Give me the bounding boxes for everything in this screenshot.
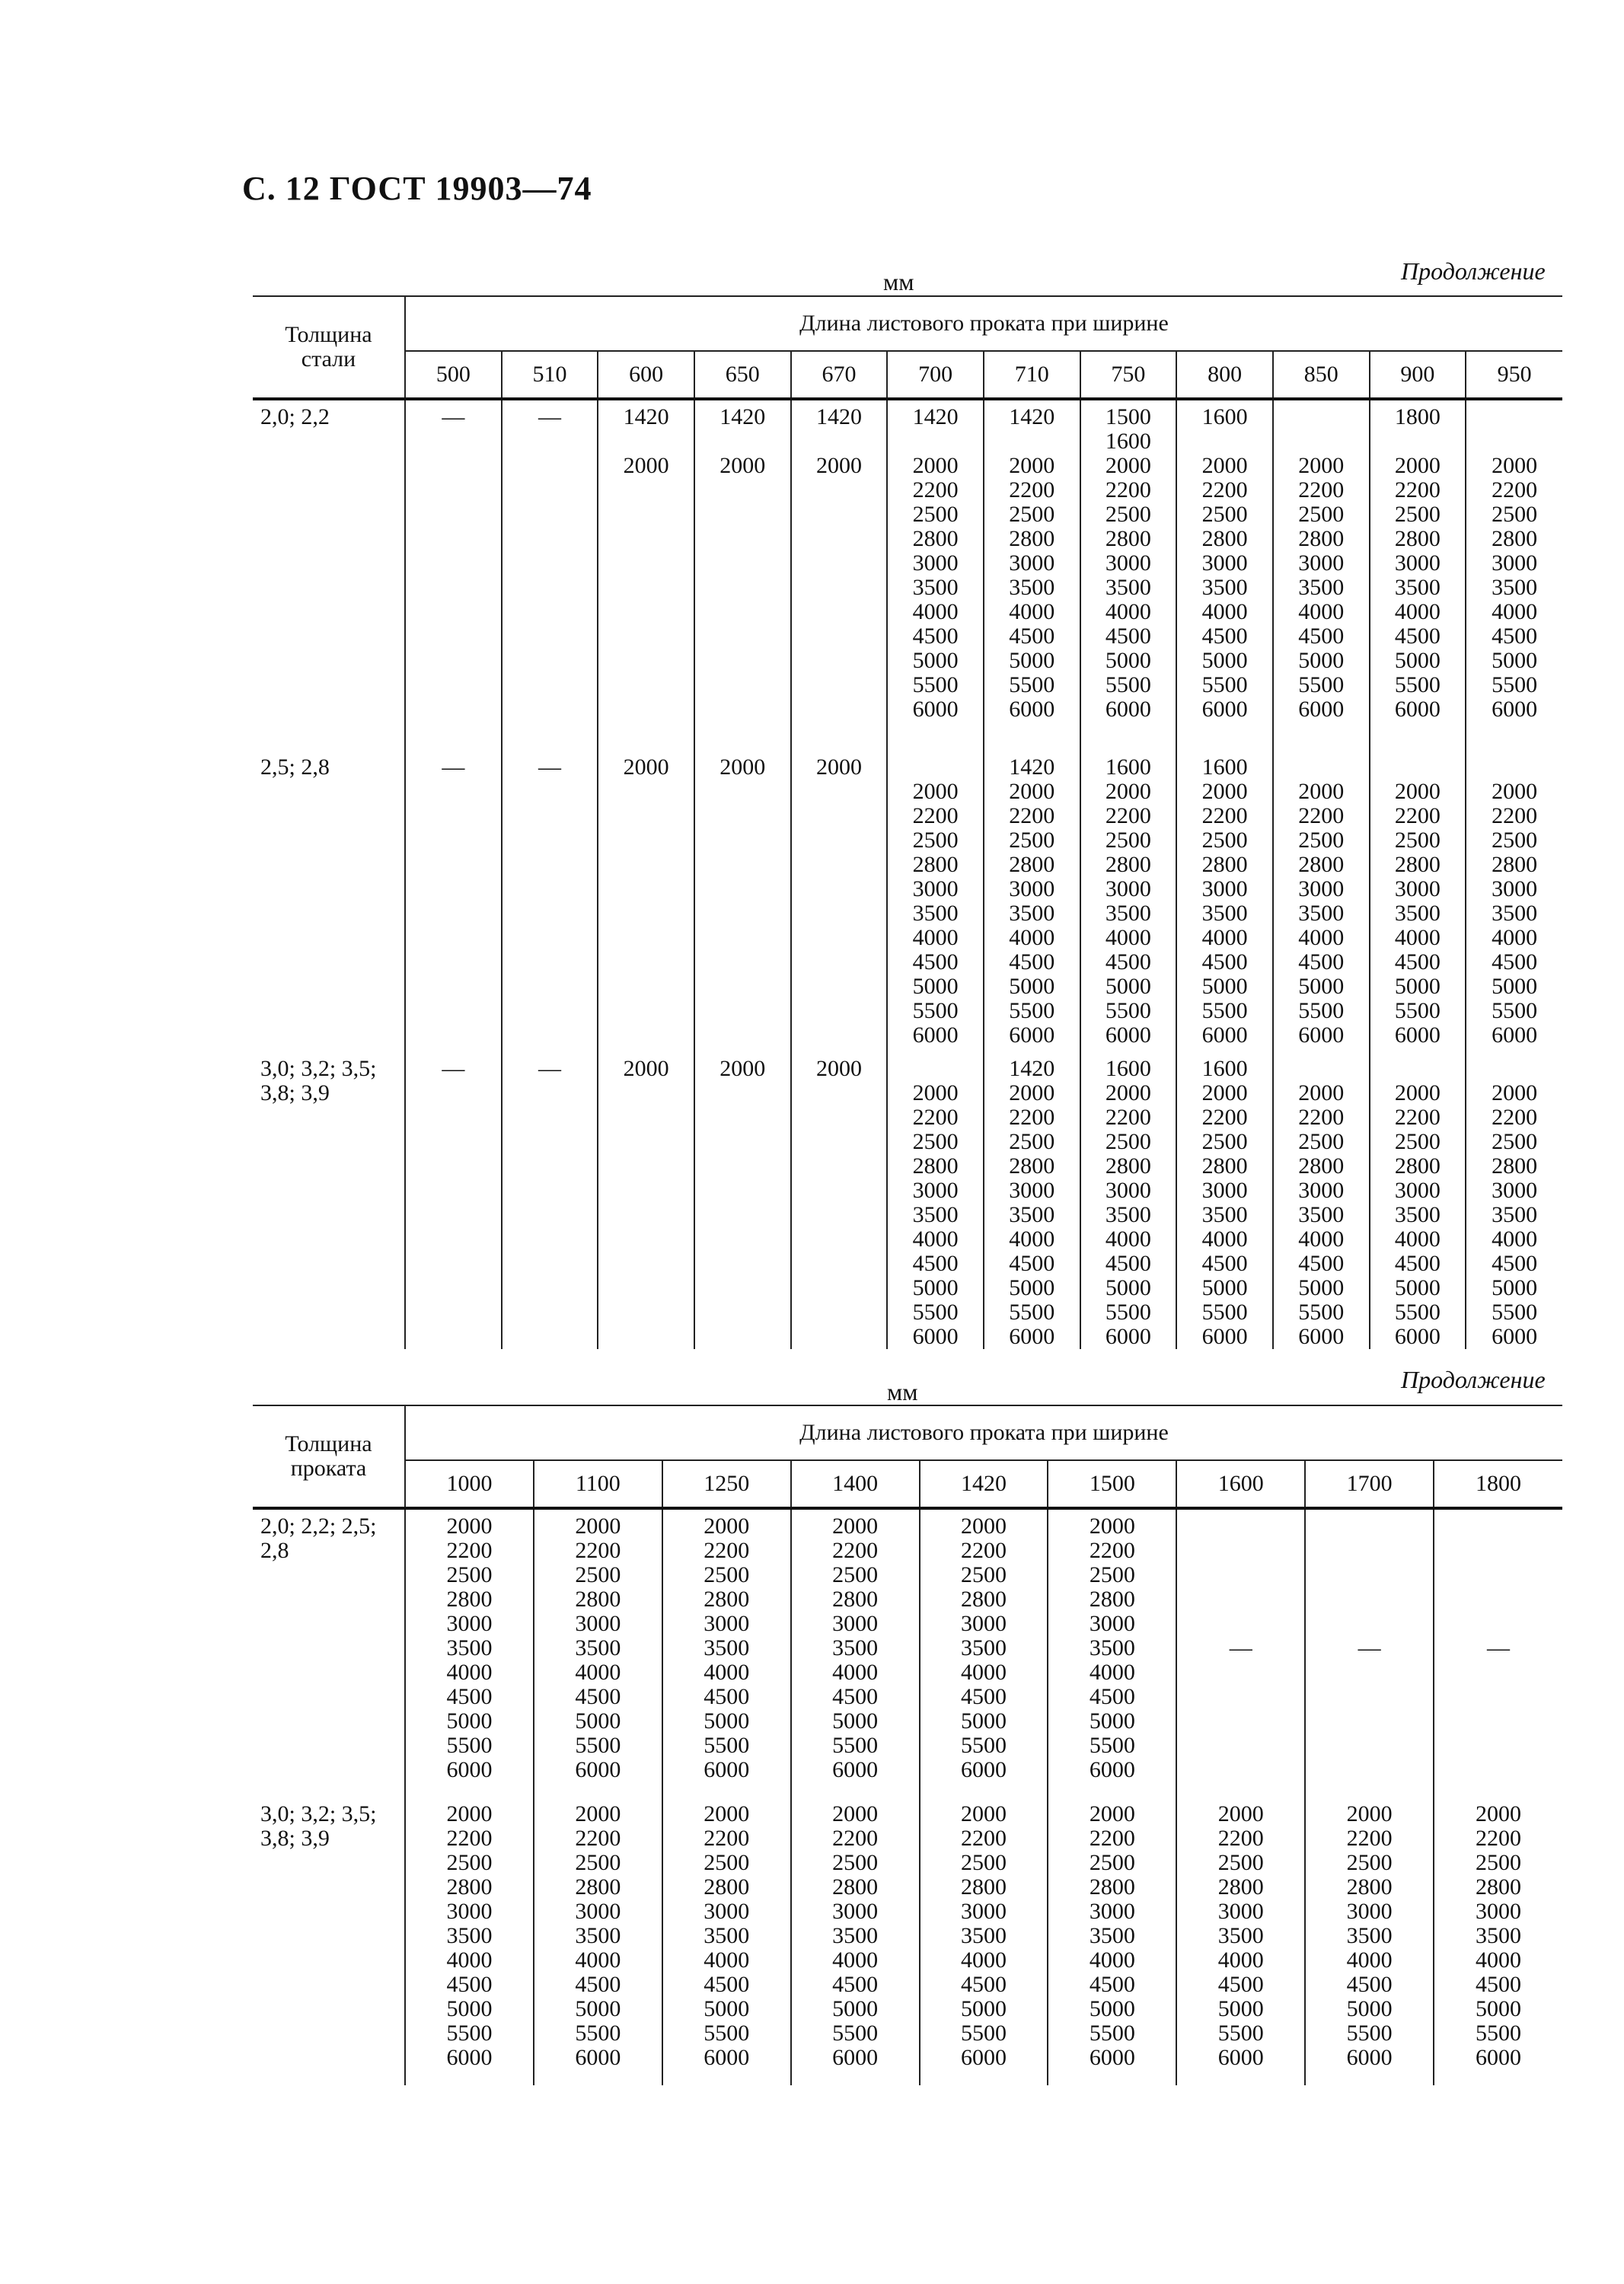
table-cell: 2000 2200 2500 2800 3000 3500 4000 4500 5000 5500 6000 (534, 1508, 662, 1798)
table-cell: 1420 2000 2200 2500 2800 3000 3500 4000 4500 5000 5500 6000 (984, 1052, 1080, 1349)
table-cell: 2000 2200 2500 2800 3000 3500 4000 4500 5000 5500 6000 (1466, 1052, 1562, 1349)
row-thickness: 2,0; 2,2; 2,5; 2,8 (260, 1514, 377, 1563)
table1-width-710: 710 (984, 351, 1080, 399)
table1-width-950: 950 (1466, 351, 1562, 399)
table2 (253, 1405, 1562, 2085)
table1 (253, 295, 1562, 1349)
table-cell: — (1176, 1508, 1305, 1798)
page-title: С. 12 ГОСТ 19903—74 (242, 170, 592, 207)
table2-units: мм (887, 1378, 918, 1405)
table-row (253, 751, 1562, 1052)
table-cell: 2000 (694, 751, 791, 1052)
table-cell: 1600 2000 2200 2500 2800 3000 3500 4000 4500 5000 5500 6000 (1176, 1052, 1273, 1349)
table-cell: 2000 2200 2500 2800 3000 3500 4000 4500 5000 5500 6000 (1305, 1798, 1434, 2085)
table-cell: 1420 2000 2200 2500 2800 3000 3500 4000 4500 5000 5500 6000 (887, 399, 984, 751)
table1-width-650: 650 (694, 351, 791, 399)
table-cell: 1600 2000 2200 2500 2800 3000 3500 4000 4500 5000 5500 6000 (1176, 751, 1273, 1052)
table-cell: 2000 2200 2500 2800 3000 3500 4000 4500 5000 5500 6000 (662, 1508, 791, 1798)
table2-continuation: Продолжение (1401, 1366, 1546, 1393)
table-cell: 2000 2200 2500 2800 3000 3500 4000 4500 5000 5500 6000 (920, 1508, 1048, 1798)
table-cell: 2000 (598, 1052, 694, 1349)
table2-width-1400: 1400 (791, 1460, 920, 1508)
table-cell: 1600 2000 2200 2500 2800 3000 3500 4000 4500 5000 5500 6000 (1176, 399, 1273, 751)
table2-width-1000: 1000 (405, 1460, 534, 1508)
table-cell: 2000 2200 2500 2800 3000 3500 4000 4500 5000 5500 6000 (1434, 1798, 1562, 2085)
table1-continuation: Продолжение (1401, 257, 1546, 285)
table-cell: 2000 2200 2500 2800 3000 3500 4000 4500 5000 5500 6000 (405, 1508, 534, 1798)
table1-width-500: 500 (405, 351, 502, 399)
table-cell: 2000 2200 2500 2800 3000 3500 4000 4500 5000 5500 6000 (1048, 1508, 1176, 1798)
table1-length-header: Длина листового проката при ширине (405, 296, 1562, 351)
table1-thickness-header: Толщина стали (253, 296, 405, 399)
table-row (253, 1052, 1562, 1349)
row-thickness: 2,5; 2,8 (260, 754, 330, 780)
table-cell: 2000 2200 2500 2800 3000 3500 4000 4500 5000 5500 6000 (534, 1798, 662, 2085)
table1-units: мм (883, 268, 914, 295)
table-cell: 2000 (791, 1052, 888, 1349)
table-cell: 2000 2200 2500 2800 3000 3500 4000 4500 5000 5500 6000 (1370, 751, 1466, 1052)
table1-width-900: 900 (1370, 351, 1466, 399)
table-cell: 1420 2000 (694, 399, 791, 751)
table2-thickness-header: Толщина проката (253, 1405, 405, 1508)
table-cell: — (502, 399, 598, 751)
table-cell: 2000 (598, 751, 694, 1052)
table-cell: 2000 2200 2500 2800 3000 3500 4000 4500 5000 5500 6000 (1466, 399, 1562, 751)
table-cell: 2000 (791, 751, 888, 1052)
table-cell: 2000 2200 2500 2800 3000 3500 4000 4500 5000 5500 6000 (1273, 751, 1370, 1052)
table-cell: 1420 2000 2200 2500 2800 3000 3500 4000 4500 5000 5500 6000 (984, 751, 1080, 1052)
table-cell: — (1434, 1508, 1562, 1798)
table2-width-1800: 1800 (1434, 1460, 1562, 1508)
table-cell: — (405, 399, 502, 751)
table-cell: 1420 2000 2200 2500 2800 3000 3500 4000 4500 5000 5500 6000 (984, 399, 1080, 751)
table2-width-1600: 1600 (1176, 1460, 1305, 1508)
table2-width-1500: 1500 (1048, 1460, 1176, 1508)
table-cell: — (502, 1052, 598, 1349)
table-cell: 1420 2000 (598, 399, 694, 751)
table-cell: 2000 2200 2500 2800 3000 3500 4000 4500 5000 5500 6000 (791, 1798, 920, 2085)
table1-width-750: 750 (1080, 351, 1177, 399)
table-cell: 2000 2200 2500 2800 3000 3500 4000 4500 5000 5500 6000 (1370, 1052, 1466, 1349)
table-cell: — (405, 1052, 502, 1349)
table1-width-850: 850 (1273, 351, 1370, 399)
table-cell: — (405, 751, 502, 1052)
table-cell: 2000 2200 2500 2800 3000 3500 4000 4500 5000 5500 6000 (662, 1798, 791, 2085)
table-cell: 2000 2200 2500 2800 3000 3500 4000 4500 5000 5500 6000 (791, 1508, 920, 1798)
table-row (253, 1798, 1562, 2085)
row-thickness: 3,0; 3,2; 3,5; 3,8; 3,9 (260, 1056, 377, 1105)
table-cell: 2000 2200 2500 2800 3000 3500 4000 4500 5000 5500 6000 (1273, 399, 1370, 751)
table2-length-header: Длина листового проката при ширине (405, 1405, 1562, 1460)
table-cell: 2000 2200 2500 2800 3000 3500 4000 4500 5000 5500 6000 (1273, 1052, 1370, 1349)
table1-width-510: 510 (502, 351, 598, 399)
table2-width-1420: 1420 (920, 1460, 1048, 1508)
table-cell: — (502, 751, 598, 1052)
table-cell: 1500 1600 2000 2200 2500 2800 3000 3500 4000 4500 5000 5500 6000 (1080, 399, 1177, 751)
table-row (253, 1508, 1562, 1798)
table-cell: 2000 2200 2500 2800 3000 3500 4000 4500 5000 5500 6000 (887, 1052, 984, 1349)
table-cell: 1420 2000 (791, 399, 888, 751)
table-cell: 2000 2200 2500 2800 3000 3500 4000 4500 5000 5500 6000 (405, 1798, 534, 2085)
table2-width-1100: 1100 (534, 1460, 662, 1508)
table-cell: 2000 (694, 1052, 791, 1349)
table2-width-1700: 1700 (1305, 1460, 1434, 1508)
row-thickness: 3,0; 3,2; 3,5; 3,8; 3,9 (260, 1801, 377, 1851)
table1-width-600: 600 (598, 351, 694, 399)
row-thickness: 2,0; 2,2 (260, 404, 330, 429)
table1-width-700: 700 (887, 351, 984, 399)
table-cell: 2000 2200 2500 2800 3000 3500 4000 4500 5000 5500 6000 (1176, 1798, 1305, 2085)
table-cell: — (1305, 1508, 1434, 1798)
table-row (253, 399, 1562, 751)
table-cell: 2000 2200 2500 2800 3000 3500 4000 4500 5000 5500 6000 (887, 751, 984, 1052)
table-cell: 1600 2000 2200 2500 2800 3000 3500 4000 4500 5000 5500 6000 (1080, 751, 1177, 1052)
table-cell: 2000 2200 2500 2800 3000 3500 4000 4500 5000 5500 6000 (920, 1798, 1048, 2085)
table-cell: 2000 2200 2500 2800 3000 3500 4000 4500 5000 5500 6000 (1048, 1798, 1176, 2085)
table-cell: 1600 2000 2200 2500 2800 3000 3500 4000 4500 5000 5500 6000 (1080, 1052, 1177, 1349)
table-cell: 2000 2200 2500 2800 3000 3500 4000 4500 5000 5500 6000 (1466, 751, 1562, 1052)
table-cell: 1800 2000 2200 2500 2800 3000 3500 4000 4500 5000 5500 6000 (1370, 399, 1466, 751)
table2-width-1250: 1250 (662, 1460, 791, 1508)
table1-width-670: 670 (791, 351, 888, 399)
table1-width-800: 800 (1176, 351, 1273, 399)
